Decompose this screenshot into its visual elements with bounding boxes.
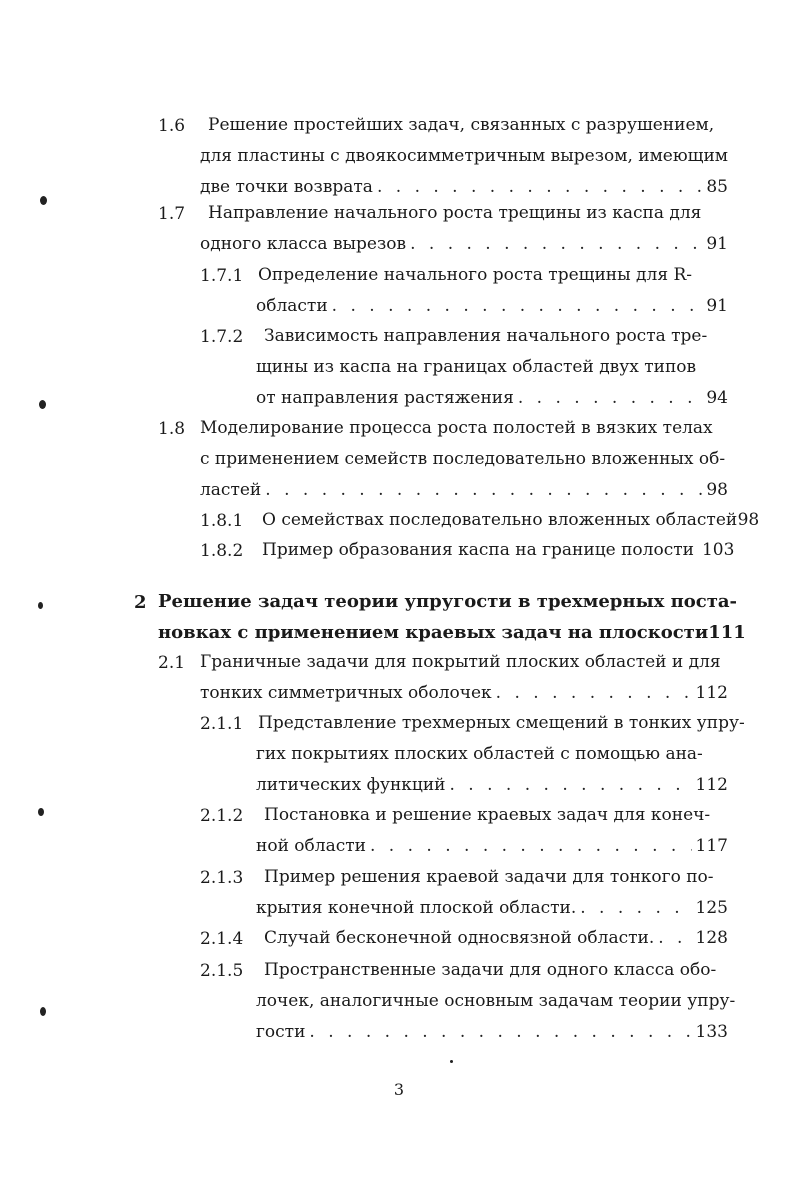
toc-entry-title — [256, 708, 745, 800]
toc-entry-line: О семействах последовательно вложенных областей — [262, 510, 738, 530]
toc-entry-line: щины из каспа на границах областей двух типов — [256, 356, 697, 377]
toc-entry-number: 1.7 — [158, 204, 186, 224]
dot-leader — [370, 831, 692, 862]
toc-entry-number: 2.1.3 — [200, 868, 244, 888]
toc-entry-last-line — [158, 618, 746, 649]
toc-entry-title — [264, 923, 728, 954]
toc-entry-title — [262, 505, 760, 536]
toc-entry-line: для пластины с двоякосимметричным вырезом, имеющим — [200, 145, 729, 166]
toc-entry-last-line — [264, 923, 728, 954]
page-number: 3 — [393, 1080, 405, 1099]
toc-entry-line: две точки возврата — [200, 176, 373, 197]
toc-entry-title — [200, 413, 728, 505]
toc-entry-last-line — [200, 475, 728, 506]
toc-page-number: 133 — [695, 1021, 728, 1042]
toc-entry-title — [256, 321, 728, 413]
toc-page-number: 112 — [695, 774, 728, 795]
toc-entry-number: 1.7.1 — [200, 266, 244, 286]
toc-entry-line: Зависимость направления начального роста тре- — [264, 326, 708, 346]
dot-leader — [580, 893, 691, 924]
toc-entry-last-line — [262, 505, 760, 536]
toc-entry-title — [200, 647, 728, 709]
toc-entry-number: 1.8 — [158, 419, 186, 439]
toc-entry-line: новках с применением краевых задач на плоскости — [158, 621, 709, 643]
toc-page-number: 103 — [701, 540, 735, 560]
toc-entry-line: Представление трехмерных смещений в тонких упру- — [258, 713, 745, 733]
toc-entry-line: гих покрытиях плоских областей с помощью ана- — [256, 743, 703, 764]
scan-speck — [40, 1007, 46, 1016]
toc-page-number: 85 — [706, 176, 728, 197]
scan-speck — [450, 1060, 453, 1063]
toc-entry-line: с применением семейств последовательно вложенных об- — [200, 448, 726, 469]
toc-entry-number: 2 — [134, 592, 147, 613]
toc-entry-title — [200, 198, 728, 260]
toc-entry-number: 2.1 — [158, 653, 186, 673]
toc-entry-title — [256, 955, 736, 1047]
toc-entry-line: Моделирование процесса роста полостей в вязких телах — [200, 418, 713, 438]
toc-entry-number: 2.1.4 — [200, 929, 244, 949]
toc-page-number: 91 — [706, 233, 728, 254]
toc-entry-number: 1.6 — [158, 116, 186, 136]
scan-speck — [39, 400, 46, 409]
toc-entry-line: гости — [256, 1021, 306, 1042]
toc-entry-line: крытия конечной плоской области. — [256, 897, 577, 918]
toc-entry-line: ластей — [200, 479, 262, 500]
toc-entry-line: области — [256, 295, 328, 316]
toc-entry-last-line — [256, 291, 728, 322]
toc-entry-last-line — [256, 1017, 728, 1048]
toc-entry-last-line — [256, 893, 728, 924]
scan-speck — [38, 808, 44, 816]
toc-entry-title — [256, 862, 728, 924]
toc-entry-last-line — [256, 383, 728, 414]
toc-entry-title — [158, 587, 746, 649]
toc-entry-number: 1.7.2 — [200, 327, 244, 347]
toc-entry-line: Определение начального роста трещины для R- — [258, 265, 692, 285]
dot-leader — [309, 1017, 691, 1048]
toc-entry-number: 2.1.2 — [200, 806, 244, 826]
toc-entry-line: Случай бесконечной односвязной области. — [264, 928, 655, 948]
toc-entry-line: Решение задач теории упругости в трехмерных поста- — [158, 591, 738, 612]
toc-entry-number: 1.8.2 — [200, 541, 244, 561]
dot-leader — [332, 291, 702, 322]
toc-page-number: 117 — [695, 835, 728, 856]
toc-entry-line: тонких симметричных оболочек — [200, 682, 492, 703]
toc-entry-last-line — [256, 831, 728, 862]
dot-leader — [496, 678, 692, 709]
toc-entry-title — [256, 800, 728, 862]
toc-entry-line: лочек, аналогичные основным задачам теории упру- — [256, 990, 736, 1011]
toc-page-number: 98 — [706, 479, 728, 500]
toc-entry-line: Граничные задачи для покрытий плоских областей и для — [200, 652, 721, 672]
toc-entry-line: Пример образования каспа на границе полости — [262, 540, 694, 560]
dot-leader — [450, 770, 692, 801]
toc-entry-last-line — [200, 678, 728, 709]
toc-entry-last-line — [256, 770, 728, 801]
scan-speck — [38, 602, 43, 609]
toc-page-number: 94 — [706, 387, 728, 408]
toc-entry-line: от направления растяжения — [256, 387, 514, 408]
toc-page-number: 128 — [695, 928, 728, 948]
toc-page-number: 112 — [695, 682, 728, 703]
dot-leader — [265, 475, 702, 506]
toc-entry-title — [200, 110, 728, 202]
toc-entry-last-line — [200, 229, 728, 260]
toc-entry-title — [256, 260, 728, 322]
toc-entry-line: Решение простейших задач, связанных с разрушением, — [208, 115, 715, 135]
toc-entry-title — [262, 535, 735, 566]
toc-entry-last-line — [262, 535, 735, 566]
toc-entry-number: 2.1.1 — [200, 714, 244, 734]
toc-entry-line: литических функций — [256, 774, 446, 795]
dot-leader — [518, 383, 702, 414]
scan-speck — [40, 196, 47, 205]
toc-entry-line: ной области — [256, 835, 366, 856]
toc-entry-number: 2.1.5 — [200, 961, 244, 981]
toc-entry-number: 1.8.1 — [200, 511, 244, 531]
toc-page-number: 125 — [695, 897, 728, 918]
dot-leader — [658, 923, 691, 954]
toc-page-number: 98 — [737, 510, 760, 530]
toc-entry-line: Пространственные задачи для одного класса обо- — [264, 960, 717, 980]
toc-entry-line: Пример решения краевой задачи для тонкого по- — [264, 867, 714, 887]
toc-page-number: 91 — [706, 295, 728, 316]
toc-entry-line: одного класса вырезов — [200, 233, 407, 254]
dot-leader — [410, 229, 702, 260]
toc-entry-line: Направление начального роста трещины из каспа для — [208, 203, 702, 223]
toc-page-number: 111 — [708, 621, 746, 643]
toc-entry-line: Постановка и решение краевых задач для конеч- — [264, 805, 711, 825]
